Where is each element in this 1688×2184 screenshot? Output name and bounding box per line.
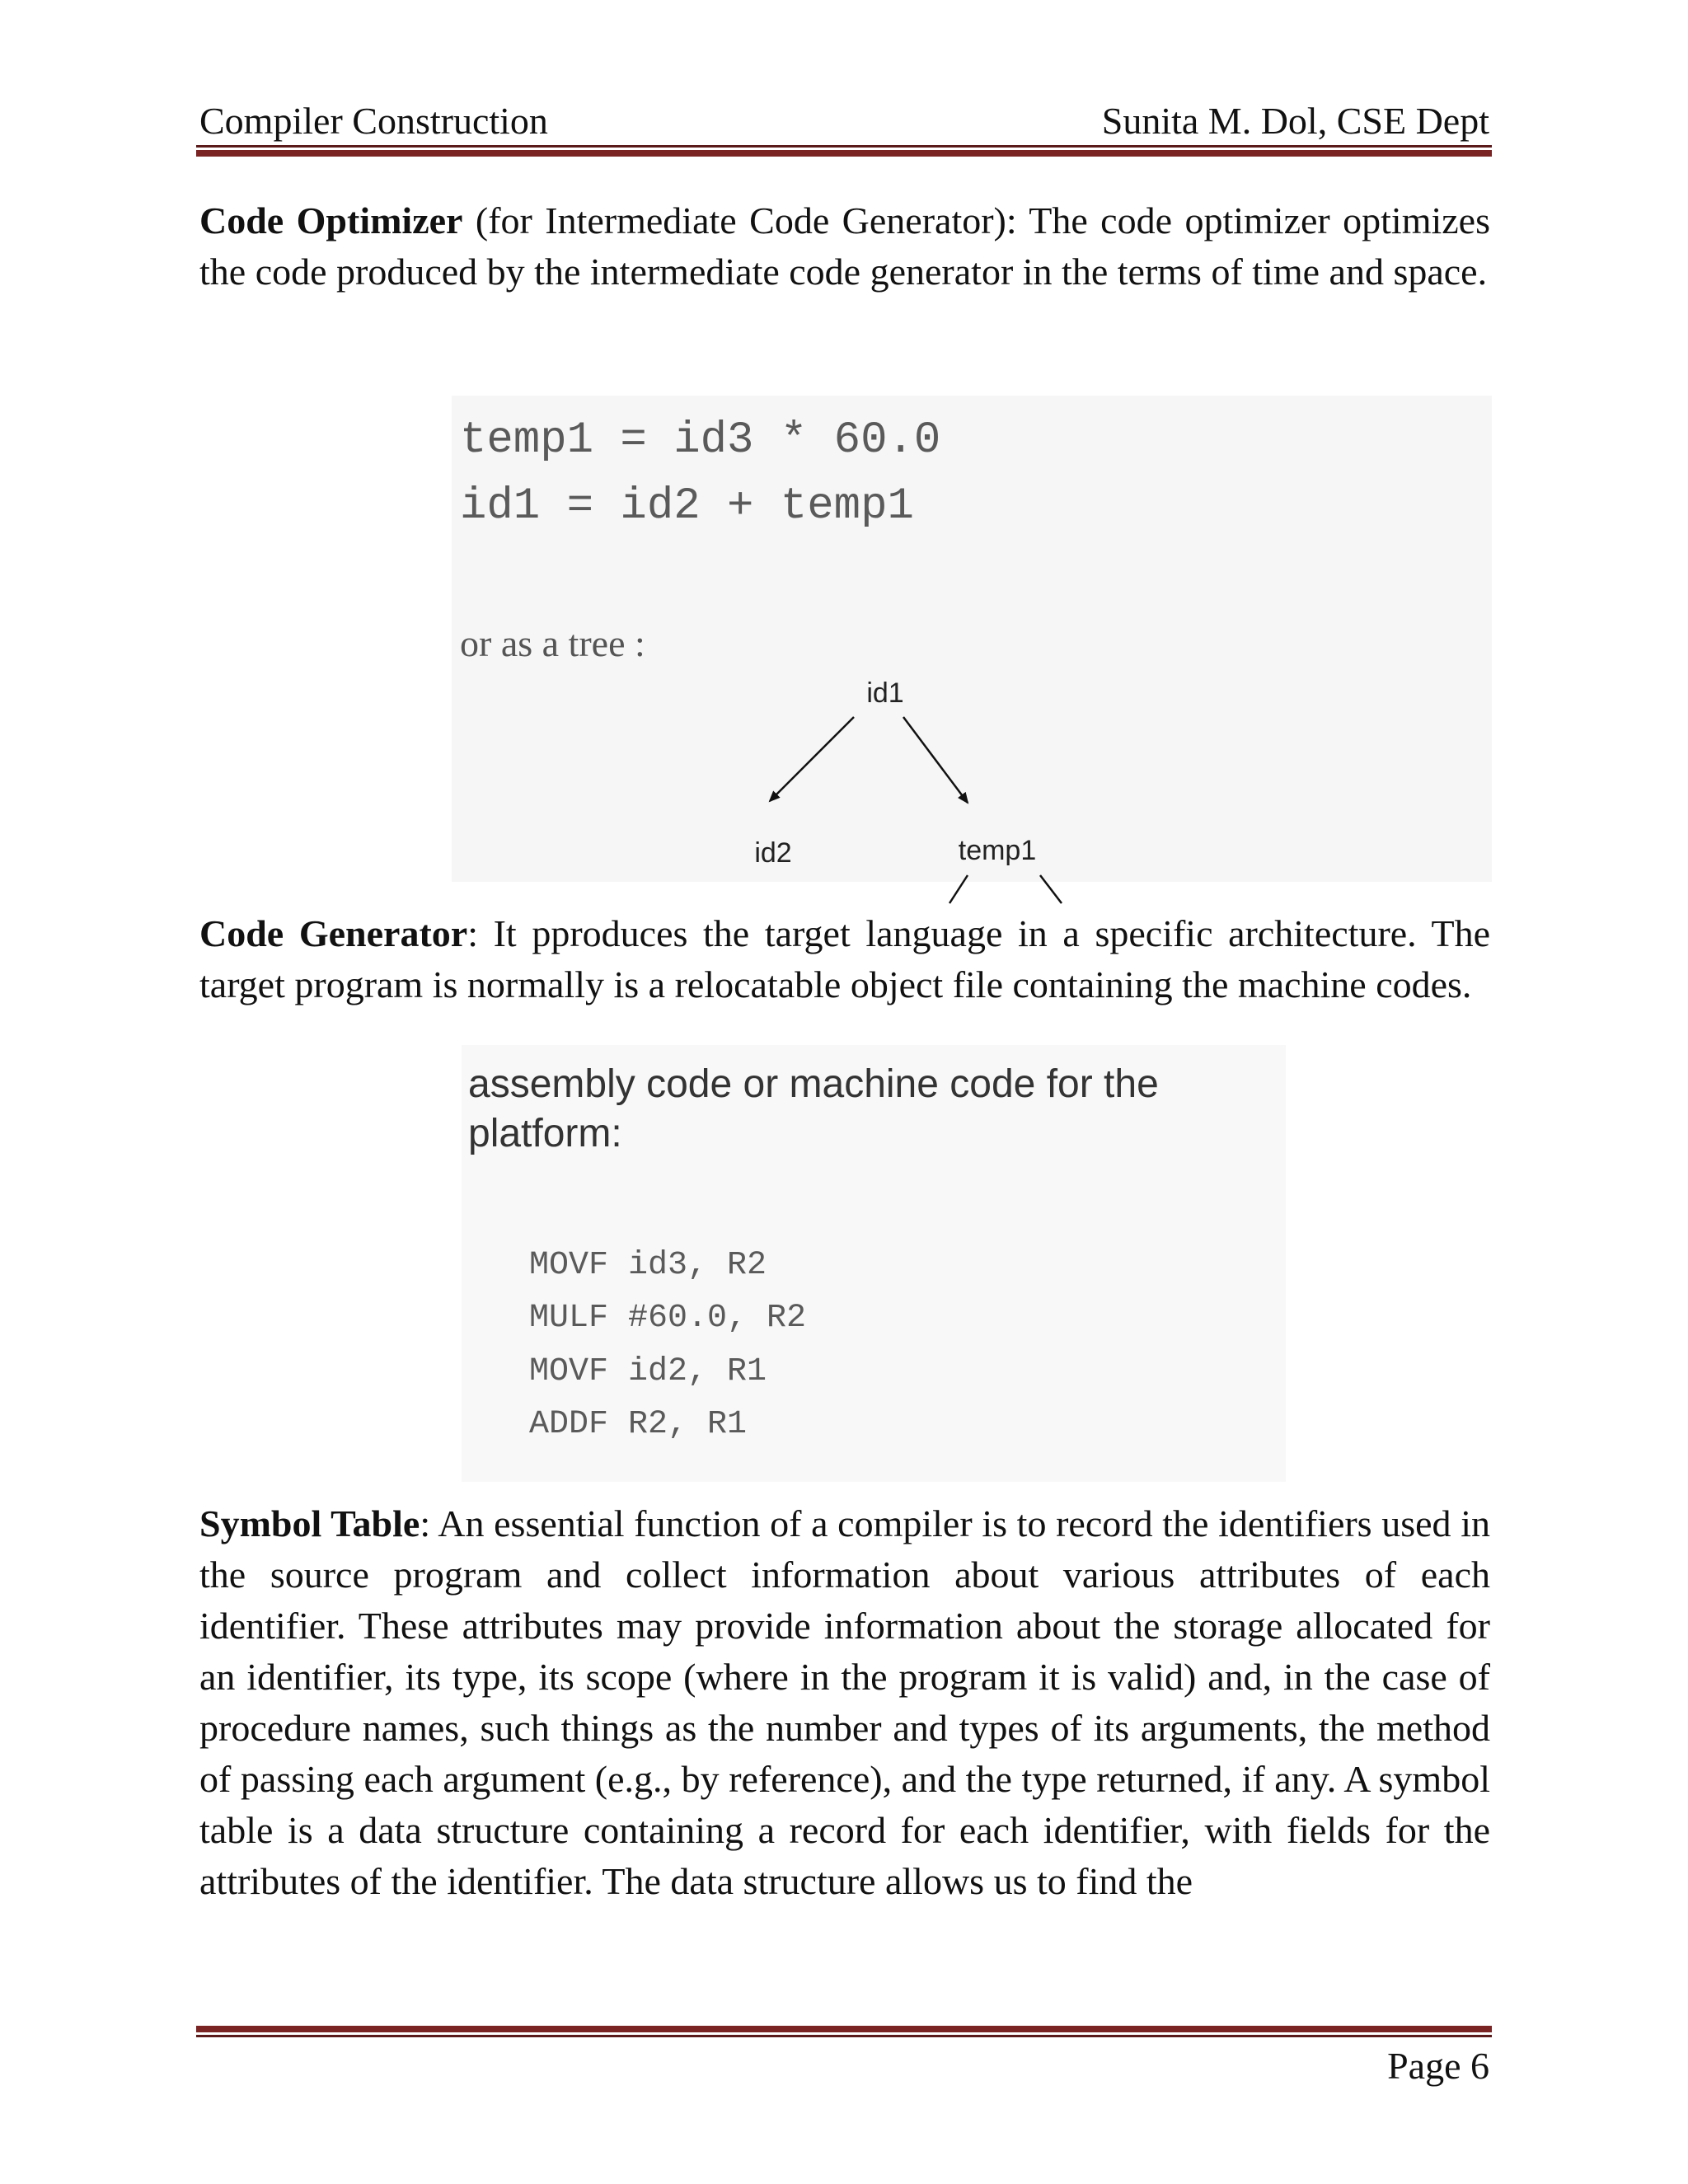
- tree-edge-temp1-right: [1040, 875, 1062, 903]
- tree-left-label: id2: [754, 837, 792, 869]
- assembly-line-1: MOVF id3, R2: [529, 1247, 767, 1284]
- tree-edge-right: [903, 717, 968, 803]
- assembly-caption-line-1: assembly code or machine code for the: [468, 1062, 1159, 1106]
- code-line-1: temp1 = id3 * 60.0: [460, 415, 941, 466]
- header-title: Compiler Construction: [199, 100, 548, 142]
- tree-right-label: temp1: [958, 835, 1037, 866]
- assembly-caption-line-2: platform:: [468, 1112, 622, 1155]
- term-code-optimizer: Code Optimizer: [199, 199, 463, 241]
- footer-rule-thin: [196, 2035, 1492, 2037]
- tree-root-label: id1: [866, 677, 904, 709]
- tree-edge-left: [770, 717, 854, 801]
- paragraph-symbol-table: [199, 1498, 1490, 1907]
- footer-rule-thick: [196, 2026, 1492, 2032]
- paragraph-code-generator: [199, 908, 1490, 1010]
- assembly-line-3: MOVF id2, R1: [529, 1353, 767, 1390]
- code-line-2: id1 = id2 + temp1: [460, 481, 914, 532]
- syntax-tree: [0, 0, 1688, 923]
- tree-edge-temp1-left: [950, 875, 968, 903]
- tree-caption: or as a tree :: [460, 622, 645, 664]
- page-number: Page 6: [1387, 2045, 1489, 2087]
- term-symbol-table: Symbol Table: [199, 1502, 420, 1544]
- text-code-optimizer: (for Intermediate Code Generator): The code optimizer optimizes the code produced by the intermediate code generator in the terms of time and space.: [199, 199, 1490, 293]
- assembly-line-2: MULF #60.0, R2: [529, 1300, 807, 1337]
- header-author: Sunita M. Dol, CSE Dept: [1101, 100, 1489, 142]
- assembly-line-4: ADDF R2, R1: [529, 1406, 748, 1443]
- text-symbol-table: : An essential function of a compiler is to record the identifiers used in the source program and collect information about various attributes of each identifier. These attributes may provide information about the storage allocated for an identifier, its type, its scope (where in the program it is valid) and, in the case of procedure names, such things as the number and types of its arguments, the method of passing each argument (e.g., by reference), and the type returned, if any. A symbol table is a data structure containing a record for each identifier, with fields for the attributes of the identifier. The data structure allows us to find the: [199, 1502, 1490, 1902]
- term-code-generator: Code Generator: [199, 912, 468, 954]
- text-code-generator: : It pproduces the target language in a specific architecture. The target program is normally is a relocatable object file containing the machine codes.: [199, 912, 1490, 1005]
